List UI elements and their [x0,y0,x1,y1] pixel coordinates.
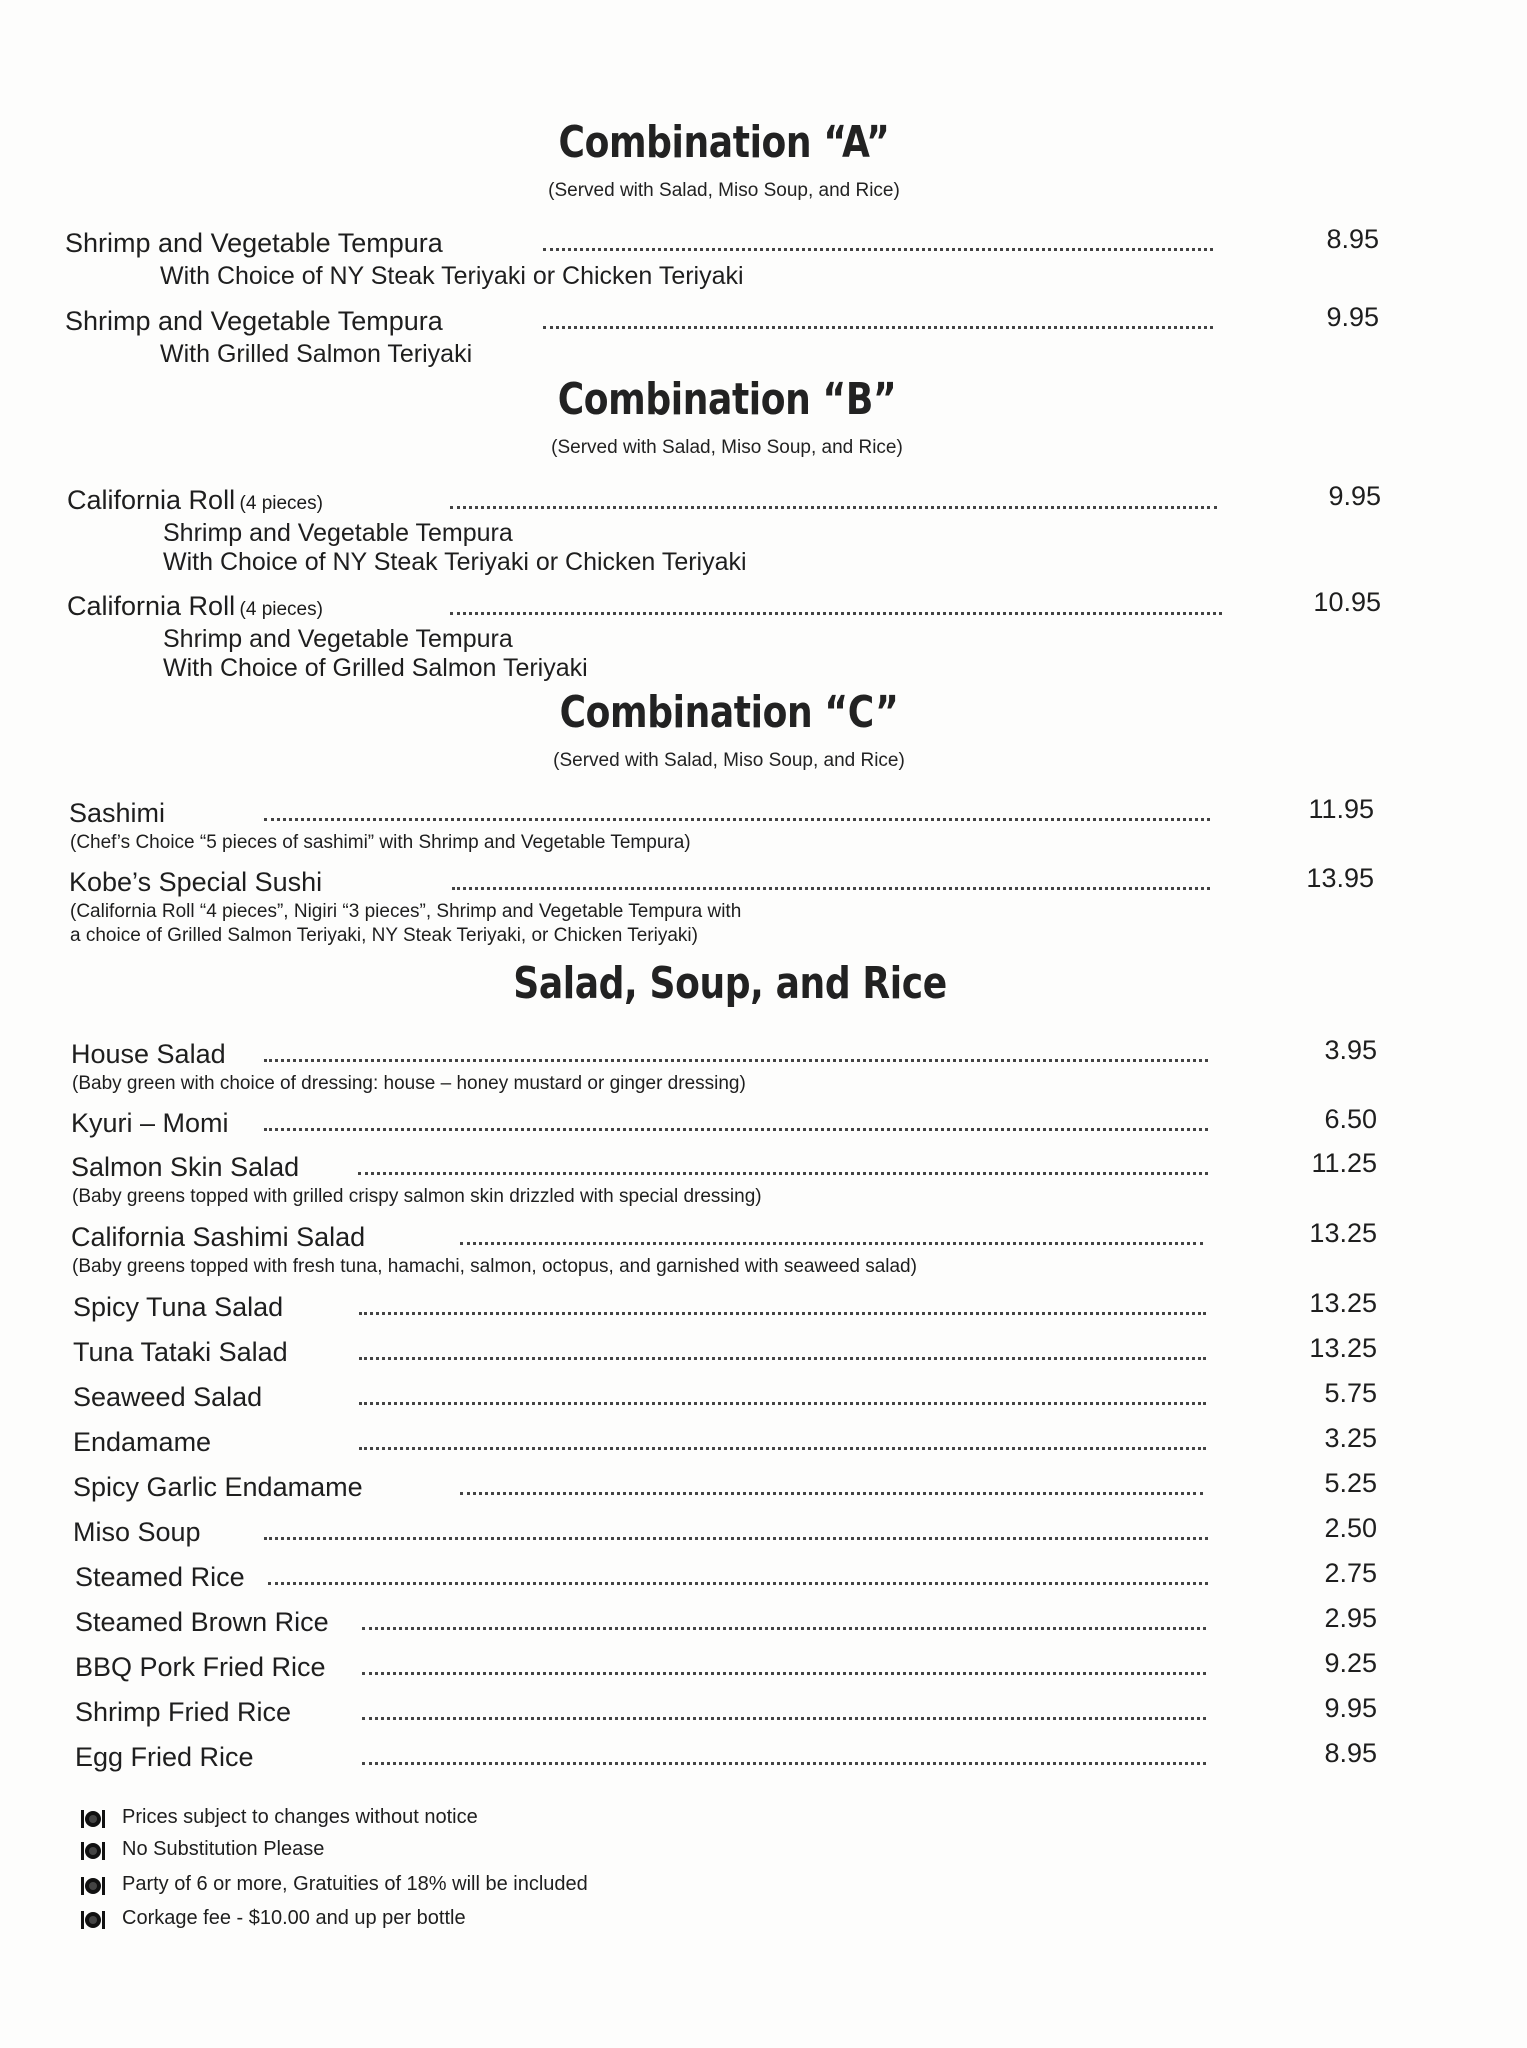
item-price: 6.50 [1324,1104,1377,1134]
item-name: Tuna Tataki Salad [73,1337,288,1367]
item-name: Spicy Garlic Endamame [73,1472,363,1502]
section-title-combination-a: Combination “A” [558,117,890,168]
item-name: Steamed Brown Rice [75,1607,329,1637]
item-price: 3.95 [1324,1035,1377,1065]
footnote-text: Party of 6 or more, Gratuities of 18% will be included [122,1873,588,1895]
item-price: 9.95 [1324,1693,1377,1723]
item-pieces: (4 pieces) [239,493,323,514]
dot-leader [362,1762,1206,1765]
item-note: (Baby greens topped with grilled crispy salmon skin drizzled with special dressing) [72,1186,762,1207]
section-title-salad-soup-rice: Salad, Soup, and Rice [513,958,947,1009]
item-price: 8.95 [1326,224,1379,254]
item-price: 2.50 [1324,1513,1377,1543]
item-price: 11.95 [1308,794,1374,824]
dot-leader [460,1242,1203,1245]
dot-leader [362,1672,1206,1675]
footnote-text: Corkage fee - $10.00 and up per bottle [122,1907,466,1929]
plate-setting-icon [80,1840,106,1862]
menu-item [67,591,323,622]
section-subtitle-combination-a: (Served with Salad, Miso Soup, and Rice) [548,180,900,201]
item-note: (Baby greens topped with fresh tuna, hamachi, salmon, octopus, and garnished with seaweed salad) [72,1256,917,1277]
item-name: California Roll [67,591,236,621]
menu-item [67,485,323,516]
dot-leader [460,1492,1203,1495]
item-name: Spicy Tuna Salad [73,1292,284,1322]
dot-leader [543,326,1213,329]
item-name: Steamed Rice [75,1562,245,1592]
item-description: With Choice of NY Steak Teriyaki or Chicken Teriyaki [163,548,747,576]
item-price: 13.25 [1309,1333,1377,1363]
dot-leader [543,248,1213,251]
item-price: 13.95 [1306,863,1374,893]
dot-leader [359,1312,1206,1315]
item-price: 9.95 [1328,481,1381,511]
dot-leader [268,1582,1208,1585]
dot-leader [450,506,1217,509]
dot-leader [264,1059,1208,1062]
item-price: 2.75 [1324,1558,1377,1588]
item-note: a choice of Grilled Salmon Teriyaki, NY Steak Teriyaki, or Chicken Teriyaki) [70,925,698,946]
dot-leader [359,1357,1206,1360]
item-name: Shrimp and Vegetable Tempura [65,228,443,258]
item-price: 11.25 [1311,1148,1377,1178]
item-price: 2.95 [1324,1603,1377,1633]
item-name: Shrimp and Vegetable Tempura [65,306,443,336]
item-description: With Choice of Grilled Salmon Teriyaki [163,654,588,682]
item-price: 5.25 [1324,1468,1377,1498]
item-name: Sashimi [69,798,166,828]
item-name: Seaweed Salad [73,1382,263,1412]
plate-setting-icon [80,1909,106,1931]
item-note: (Chef’s Choice “5 pieces of sashimi” with Shrimp and Vegetable Tempura) [70,832,691,853]
item-description: With Choice of NY Steak Teriyaki or Chicken Teriyaki [160,262,744,290]
item-name: Miso Soup [73,1517,201,1547]
footnote-text: Prices subject to changes without notice [122,1806,478,1828]
item-price: 9.25 [1324,1648,1377,1678]
item-price: 9.95 [1326,302,1379,332]
item-price: 5.75 [1324,1378,1377,1408]
dot-leader [450,612,1222,615]
dot-leader [359,1447,1206,1450]
item-price: 3.25 [1324,1423,1377,1453]
footnote-text: No Substitution Please [122,1838,325,1860]
item-name: Salmon Skin Salad [71,1152,300,1182]
item-name: Kyuri – Momi [71,1108,229,1138]
plate-setting-icon [80,1875,106,1897]
item-price: 10.95 [1313,587,1381,617]
item-price: 13.25 [1309,1218,1377,1248]
section-title-combination-b: Combination “B” [557,374,897,425]
item-note: (Baby green with choice of dressing: house – honey mustard or ginger dressing) [72,1073,746,1094]
item-note: (California Roll “4 pieces”, Nigiri “3 pieces”, Shrimp and Vegetable Tempura with [70,901,742,922]
dot-leader [264,1128,1208,1131]
section-title-combination-c: Combination “C” [559,687,899,738]
item-pieces: (4 pieces) [239,599,323,620]
item-price: 8.95 [1324,1738,1377,1768]
dot-leader [452,887,1210,890]
item-name: Endamame [73,1427,212,1457]
section-subtitle-combination-b: (Served with Salad, Miso Soup, and Rice) [551,437,903,458]
item-name: California Roll [67,485,236,515]
item-description: Shrimp and Vegetable Tempura [163,519,513,547]
item-name: California Sashimi Salad [71,1222,366,1252]
item-description: With Grilled Salmon Teriyaki [160,340,473,368]
item-name: Egg Fried Rice [75,1742,254,1772]
item-name: BBQ Pork Fried Rice [75,1652,326,1682]
dot-leader [264,818,1210,821]
item-name: Shrimp Fried Rice [75,1697,292,1727]
item-price: 13.25 [1309,1288,1377,1318]
section-subtitle-combination-c: (Served with Salad, Miso Soup, and Rice) [553,750,905,771]
dot-leader [358,1172,1208,1175]
item-name: Kobe’s Special Sushi [69,867,323,897]
dot-leader [362,1717,1206,1720]
item-description: Shrimp and Vegetable Tempura [163,625,513,653]
plate-setting-icon [80,1808,106,1830]
item-name: House Salad [71,1039,226,1069]
dot-leader [359,1402,1206,1405]
dot-leader [362,1627,1206,1630]
dot-leader [264,1537,1208,1540]
